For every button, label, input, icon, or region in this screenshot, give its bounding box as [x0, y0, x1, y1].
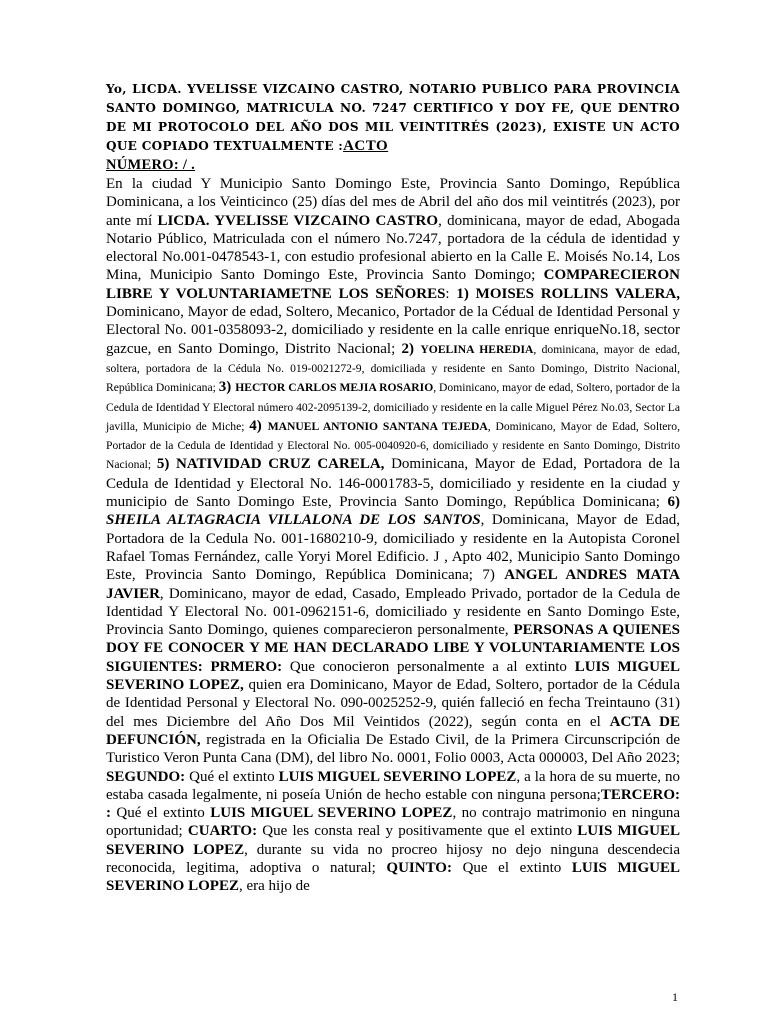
body-text: , Dominicana, Mayor de Edad, Portadora de la Cedula No. 001-1680210-9, domiciliado y residente en la Autopista Coronel Rafael Tomas Fernández, calle Yoryi Morel Edificio. J , Apto 402, Municipio Santo Domingo Este, Provincia Santo Domingo, República Dominicana; 7) [106, 512, 680, 584]
body-text: , dominicana, mayor de edad, soltera, portadora de la Cédula No. 019-0021272-9, domiciliada y residente en Santo Domingo, Distrito Nacional, República Dominicana; [106, 342, 680, 395]
deceased-name: LUIS MIGUEL SEVERINO LOPEZ, [106, 658, 680, 694]
body-text: registrada en la Oficialia De Estado Civil, de la Primera Circunscripción de Turistico Veron Punta Cana (DM), del libro No. 0001, Folio 0003, Acta 000003, Del Año 2023; [106, 731, 680, 767]
body-text: , Dominicano, mayor de edad, Casado, Empleado Privado, portador de la Cedula de Identidad Y Electoral No. 001-0962151-6, domiciliado y residente en Santo Domingo Este, Provincia Santo Domingo, quienes comparecieron personalmente, [106, 585, 680, 639]
party-6-number: 6) [667, 494, 680, 511]
declaration-heading: PERSONAS A QUIENES DOY FE CONOCER Y ME HAN DECLARADO LIBE Y VOLUNTARIAMENTE LOS SIGUIENTES: PRMERO: [106, 622, 680, 675]
party-2-number: 2) [401, 340, 414, 357]
party-4-name: MANUEL ANTONIO SANTANA TEJEDA [267, 419, 488, 433]
body-text: En la ciudad Y Municipio Santo Domingo Este, Provincia Santo Domingo, República Dominicana, a los Veinticinco (25) días del mes de Abril del año dos mil veintitrés (2023), por ante mí [106, 176, 680, 229]
page-number: 1 [672, 990, 678, 1004]
certification-header [106, 80, 680, 175]
party-2-name: YOELINA HEREDIA [420, 342, 534, 356]
body-text: , dominicana, mayor de edad, Abogada Notario Público, Matriculada con el número No.7247, portadora de la cédula de identidad y electoral No.001-0478543-1, con estudio profesional abierto en la Calle E. Moisés No.14, Los Mina, Municipio Santo Domingo Este, Provincia Santo Domingo; [106, 212, 680, 284]
body-text: , no contrajo matrimonio en ninguna oportunidad; [106, 805, 680, 840]
body-text: Que conocieron personalmente a al extinto [282, 658, 575, 675]
notary-name: LICDA. YVELISSE VIZCAINO CASTRO [157, 212, 439, 229]
deceased-name: LUIS MIGUEL SEVERINO LOPEZ [278, 768, 517, 785]
acto-number-line: NÚMERO: / . [106, 157, 196, 173]
party-5-name: 5) NATIVIDAD CRUZ CARELA, [156, 456, 385, 473]
body-text: : [445, 285, 457, 302]
party-3-name: HECTOR CARLOS MEJIA ROSARIO [235, 381, 434, 395]
party-4-number: 4) [249, 417, 262, 434]
body-text: quien era Dominicano, Mayor de Edad, Soltero, portador de la Cédula de Identidad Personal y Electoral No. 090-0025252-9, quién falleció en fecha Treintauno (31) del mes Diciembre del Año Dos Mil Veintidos (2022), según conta en el [106, 677, 680, 730]
party-3-number: 3) [218, 379, 232, 396]
body-text: Que el extinto [451, 859, 572, 876]
acto-label: ACTO [343, 138, 389, 154]
deceased-name: LUIS MIGUEL SEVERINO LOPEZ [106, 823, 680, 858]
document-page [106, 80, 680, 896]
party-7-name: ANGEL ANDRES MATA JAVIER [106, 567, 680, 602]
tercero-label: TERCERO: : [106, 786, 680, 822]
party-1-name: 1) MOISES ROLLINS VALERA, [456, 285, 680, 302]
body-text: , Dominicano, mayor de edad, Soltero, portador de la Cedula de Identidad Y Electoral número 402-2095139-2, domiciliado y residente en la calle Miguel Pérez No.03, Sector La javilla, Municipio de Miche; [106, 381, 681, 433]
body-text: Dominicana, Mayor de Edad, Portadora de la Cedula de Identidad y Electoral No. 146-0001783-5, domiciliado y residente en la ciudad y municipio de Santo Domingo Este, Provincia Santo Domingo, República Dominicana; [106, 456, 680, 511]
body-text: , Dominicano, Mayor de Edad, Soltero, Portador de la Cedula de Identidad y Electoral No. 005-0040920-6, domiciliado y residente en Santo Domingo, Distrito Nacional; [106, 419, 680, 472]
cuarto-label: CUARTO: [187, 823, 258, 840]
party-6-name: SHEILA ALTAGRACIA VILLALONA DE LOS SANTOS [106, 512, 481, 529]
document-body [106, 175, 680, 896]
deceased-name: LUIS MIGUEL SEVERINO LOPEZ [106, 859, 680, 895]
body-text: , a la hora de su muerte, no estaba casada legalmente, ni poseía Unión de hecho estable con ninguna persona; [106, 768, 680, 803]
segundo-label: SEGUNDO: [106, 768, 186, 785]
comparecieron-heading: COMPARECIERON LIBRE Y VOLUNTARIAMETNE LOS SEÑORES [106, 267, 680, 302]
body-text: Qué el extinto [111, 805, 211, 822]
quinto-label: QUINTO: [386, 859, 452, 876]
body-text: , durante su vida no procreo hijosy no dejo ninguna descendecia reconocida, legitima, adoptiva o natural; [106, 841, 680, 876]
body-text: , era hijo de [238, 878, 310, 895]
body-text: Dominicano, Mayor de edad, Soltero, Mecanico, Portador de la Cédual de Identidad Personal y Electoral No. 001-0358093-2, domiciliado y residente en la calle enrique enriqueNo.18, sector gazcue, en Santo Domingo, Distrito Nacional; [106, 304, 680, 357]
body-text: Qué el extinto [185, 768, 279, 785]
body-text: Que les consta real y positivamente que el extinto [257, 823, 578, 840]
header-text: Yo, LICDA. YVELISSE VIZCAINO CASTRO, NOTARIO PUBLICO PARA PROVINCIA SANTO DOMINGO, MATRICULA NO. 7247 CERTIFICO Y DOY FE, QUE DENTRO DE MI PROTOCOLO DEL AÑO DOS MIL VEINTITRÉS (2023), EXISTE UN ACTO QUE COPIADO TEXTUALMENTE : [106, 82, 680, 153]
acta-defuncion-label: ACTA DE DEFUNCIÓN, [106, 713, 681, 748]
deceased-name: LUIS MIGUEL SEVERINO LOPEZ [210, 805, 453, 822]
